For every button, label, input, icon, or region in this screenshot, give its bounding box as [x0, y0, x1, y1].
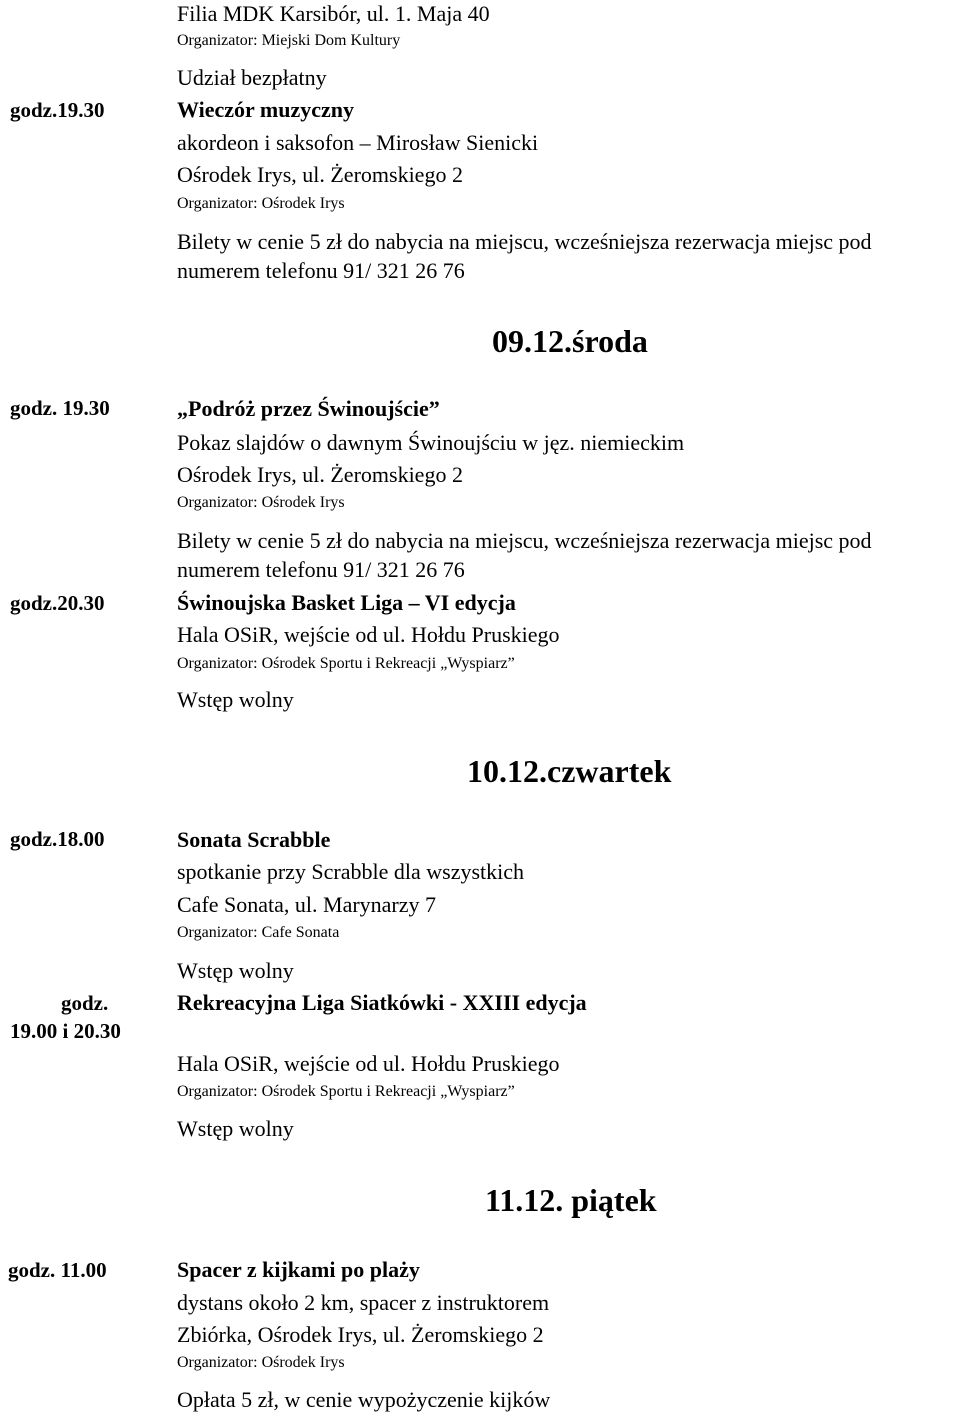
event-title: „Podróż przez Świnoujście”	[177, 396, 440, 421]
event-time: godz.20.30	[10, 591, 105, 615]
event-title: Wieczór muzyczny	[177, 97, 354, 122]
event-organizer: Organizator: Ośrodek Sportu i Rekreacji „Wyspiarz”	[177, 1083, 515, 1100]
event-subtitle: Pokaz slajdów o dawnym Świnoujściu w jęz. niemieckim	[177, 430, 685, 455]
event-time: godz.	[61, 991, 109, 1015]
event-organizer: Organizator: Ośrodek Irys	[177, 494, 345, 511]
event-venue: Zbiórka, Ośrodek Irys, ul. Żeromskiego 2	[177, 1322, 544, 1347]
event-title: Świnoujska Basket Liga – VI edycja	[177, 590, 516, 615]
day-heading: 10.12.czwartek	[467, 753, 672, 789]
day-heading: 11.12. piątek	[485, 1182, 657, 1218]
event-title: Rekreacyjna Liga Siatkówki - XXIII edycja	[177, 990, 587, 1015]
event-subtitle: spotkanie przy Scrabble dla wszystkich	[177, 859, 525, 884]
event-tickets-phone: numerem telefonu 91/ 321 26 76	[177, 557, 465, 582]
event-title: Sonata Scrabble	[177, 827, 331, 852]
event-tickets: Bilety w cenie 5 zł do nabycia na miejscu, wcześniejsza rezerwacja miejsc pod	[177, 528, 872, 553]
event-tickets: Bilety w cenie 5 zł do nabycia na miejscu, wcześniejsza rezerwacja miejsc pod	[177, 229, 872, 254]
event-venue: Hala OSiR, wejście od ul. Hołdu Pruskiego	[177, 622, 560, 647]
event-organizer: Organizator: Ośrodek Sportu i Rekreacji „Wyspiarz”	[177, 655, 515, 672]
event-subtitle: akordeon i saksofon – Mirosław Sienicki	[177, 130, 539, 155]
top-venue: Filia MDK Karsibór, ul. 1. Maja 40	[177, 1, 490, 26]
event-venue: Ośrodek Irys, ul. Żeromskiego 2	[177, 462, 463, 487]
event-organizer: Organizator: Ośrodek Irys	[177, 195, 345, 212]
event-entry: Wstęp wolny	[177, 687, 294, 712]
event-organizer: Organizator: Ośrodek Irys	[177, 1354, 345, 1371]
event-time: godz.19.30	[10, 98, 105, 122]
event-subtitle: dystans około 2 km, spacer z instruktorem	[177, 1290, 550, 1315]
event-time-values: 19.00 i 20.30	[10, 1019, 121, 1043]
top-organizer: Organizator: Miejski Dom Kultury	[177, 32, 401, 49]
top-entry: Udział bezpłatny	[177, 65, 327, 90]
event-tickets-phone: numerem telefonu 91/ 321 26 76	[177, 258, 465, 283]
event-venue: Cafe Sonata, ul. Marynarzy 7	[177, 892, 437, 917]
event-venue: Ośrodek Irys, ul. Żeromskiego 2	[177, 162, 463, 187]
event-time: godz. 19.30	[10, 396, 110, 420]
event-time: godz.18.00	[10, 827, 105, 851]
event-entry: Wstęp wolny	[177, 958, 294, 983]
event-organizer: Organizator: Cafe Sonata	[177, 924, 340, 941]
event-venue: Hala OSiR, wejście od ul. Hołdu Pruskiego	[177, 1051, 560, 1076]
event-entry: Wstęp wolny	[177, 1116, 294, 1141]
day-heading: 09.12.środa	[492, 323, 648, 359]
event-title: Spacer z kijkami po plaży	[177, 1257, 420, 1282]
event-time: godz. 11.00	[8, 1258, 107, 1282]
event-fee: Opłata 5 zł, w cenie wypożyczenie kijków	[177, 1387, 551, 1412]
